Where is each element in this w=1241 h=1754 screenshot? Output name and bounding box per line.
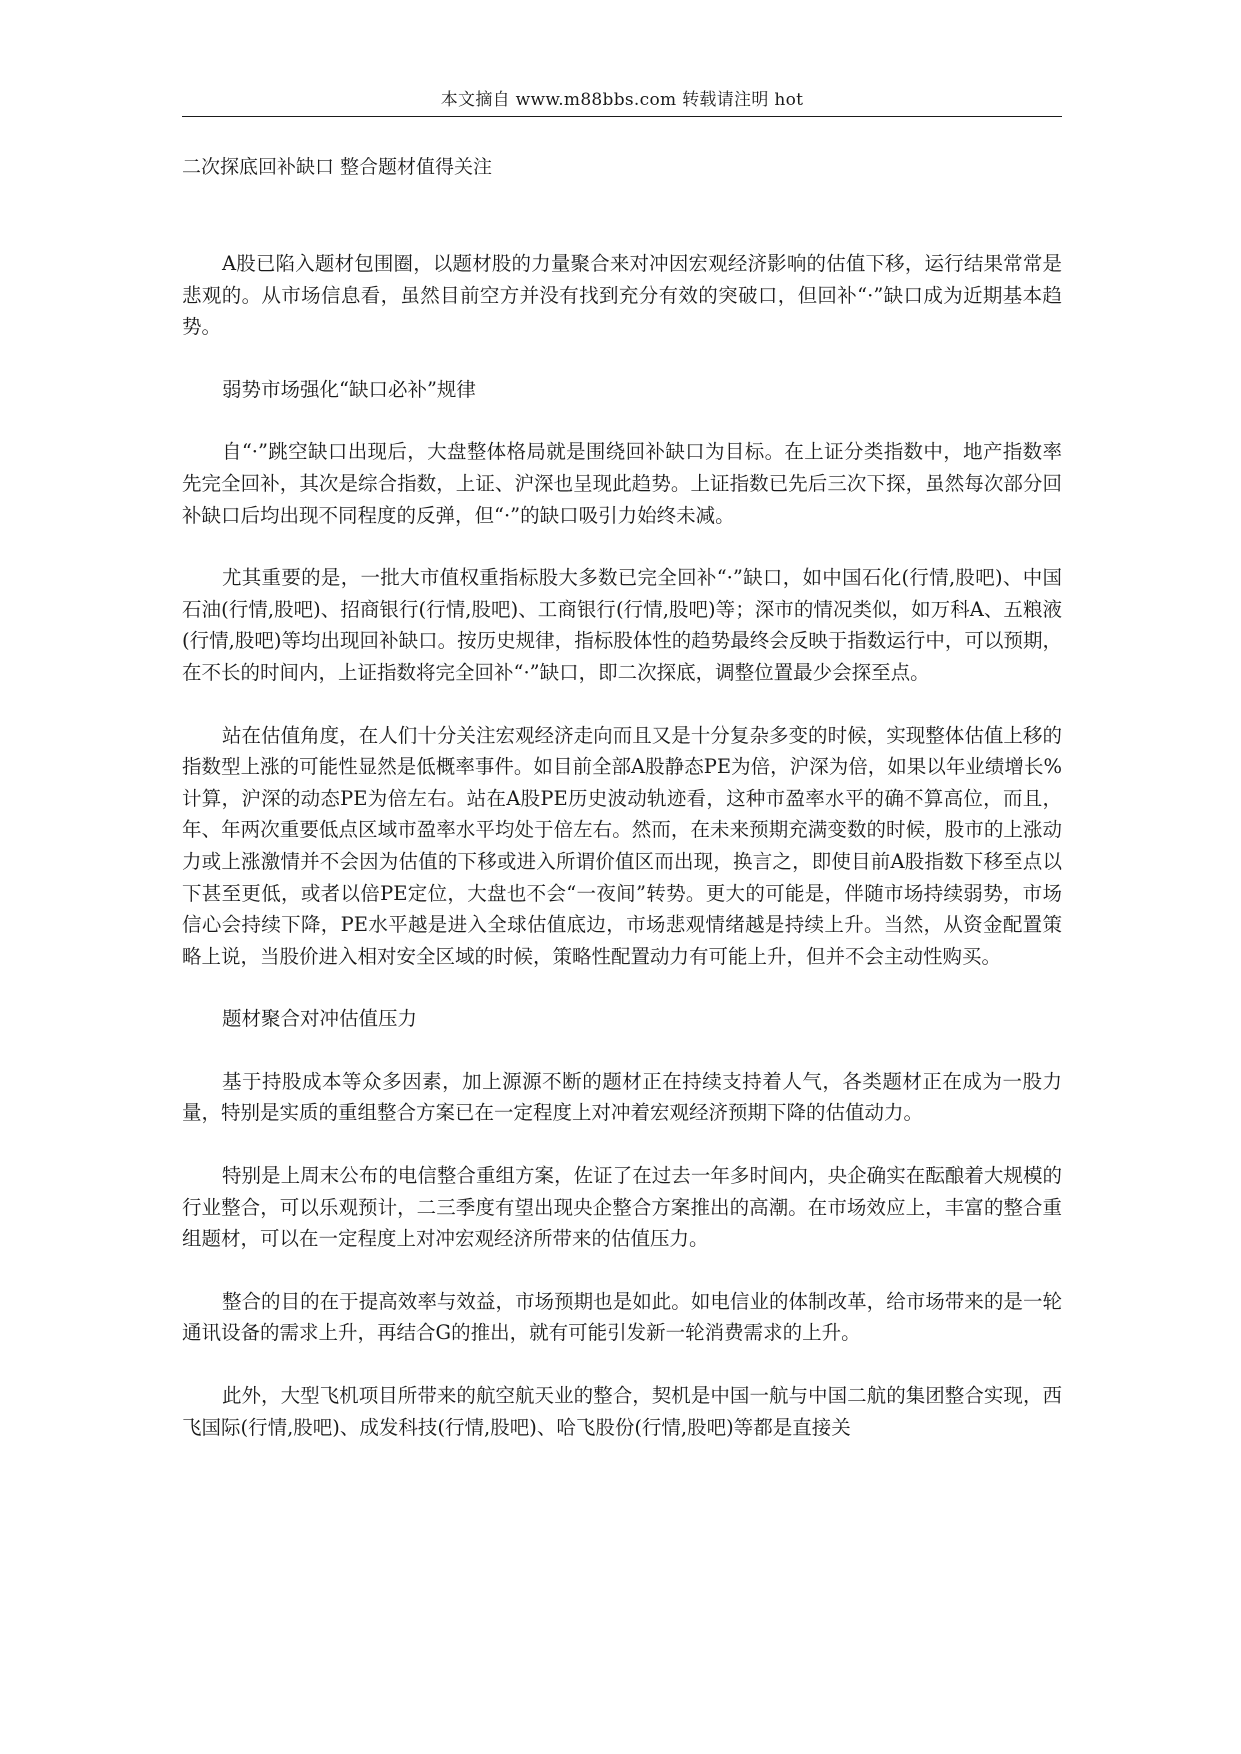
paragraph: 整合的目的在于提高效率与效益，市场预期也是如此。如电信业的体制改革，给市场带来的是一轮通讯设备的需求上升，再结合G的推出，就有可能引发新一轮消费需求的上升。	[182, 1289, 1062, 1345]
paragraph: 自“·”跳空缺口出现后，大盘整体格局就是围绕回补缺口为目标。在上证分类指数中，地产指数率先完全回补，其次是综合指数，上证、沪深也呈现此趋势。上证指数已先后三次下探，虽然每次部分回补缺口后均出现不同程度的反弹，但“·”的缺口吸引力始终未减。	[182, 440, 1062, 527]
paragraph: 站在估值角度，在人们十分关注宏观经济走向而且又是十分复杂多变的时候，实现整体估值上移的指数型上涨的可能性显然是低概率事件。如目前全部A股静态PE为倍，沪深为倍，如果以年业绩增长%计算，沪深的动态PE为倍左右。站在A股PE历史波动轨迹看，这种市盈率水平的确不算高位，而且，年、年两次重要低点区域市盈率水平均处于倍左右。然而，在未来预期充满变数的时候，股市的上涨动力或上涨激情并不会因为估值的下移或进入所谓价值区而出现，换言之，即使目前A股指数下移至点以下甚至更低，或者以倍PE定位，大盘也不会“一夜间”转势。更大的可能是，伴随市场持续弱势，市场信心会持续下降，PE水平越是进入全球估值底边，市场悲观情绪越是持续上升。当然，从资金配置策略上说，当股价进入相对安全区域的时候，策略性配置动力有可能上升，但并不会主动性购买。	[182, 723, 1062, 968]
paragraph: 基于持股成本等众多因素，加上源源不断的题材正在持续支持着人气，各类题材正在成为一股力量，特别是实质的重组整合方案已在一定程度上对冲着宏观经济预期下降的估值动力。	[182, 1069, 1062, 1125]
section-heading: 弱势市场强化“缺口必补”规律	[221, 377, 476, 401]
article-title: 二次探底回补缺口 整合题材值得关注	[182, 156, 493, 178]
page-header: 本文摘自 www.m88bbs.com 转载请注明 hot	[440, 90, 804, 110]
article-body	[182, 248, 1062, 1474]
paragraph: 此外，大型飞机项目所带来的航空航天业的整合，契机是中国一航与中国二航的集团整合实现，西飞国际(行情,股吧)、成发科技(行情,股吧)、哈飞股份(行情,股吧)等都是直接关	[182, 1384, 1062, 1439]
paragraph: A股已陷入题材包围圈，以题材股的力量聚合来对冲因宏观经济影响的估值下移，运行结果常常是悲观的。从市场信息看，虽然目前空方并没有找到充分有效的突破口，但回补“·”缺口成为近期基本趋势。	[182, 252, 1062, 339]
paragraph: 特别是上周末公布的电信整合重组方案，佐证了在过去一年多时间内，央企确实在酝酿着大规模的行业整合，可以乐观预计，二三季度有望出现央企整合方案推出的高潮。在市场效应上，丰富的整合重组题材，可以在一定程度上对冲宏观经济所带来的估值压力。	[182, 1164, 1062, 1251]
header-divider	[182, 116, 1062, 117]
section-heading: 题材聚合对冲估值压力	[221, 1007, 417, 1031]
paragraph: 尤其重要的是，一批大市值权重指标股大多数已完全回补“·”缺口，如中国石化(行情,股吧)、中国石油(行情,股吧)、招商银行(行情,股吧)、工商银行(行情,股吧)等；深市的情况类似，如万科A、五粮液(行情,股吧)等均出现回补缺口。按历史规律，指标股体性的趋势最终会反映于指数运行中，可以预期，在不长的时间内，上证指数将完全回补“·”缺口，即二次探底，调整位置最少会探至点。	[182, 566, 1062, 684]
